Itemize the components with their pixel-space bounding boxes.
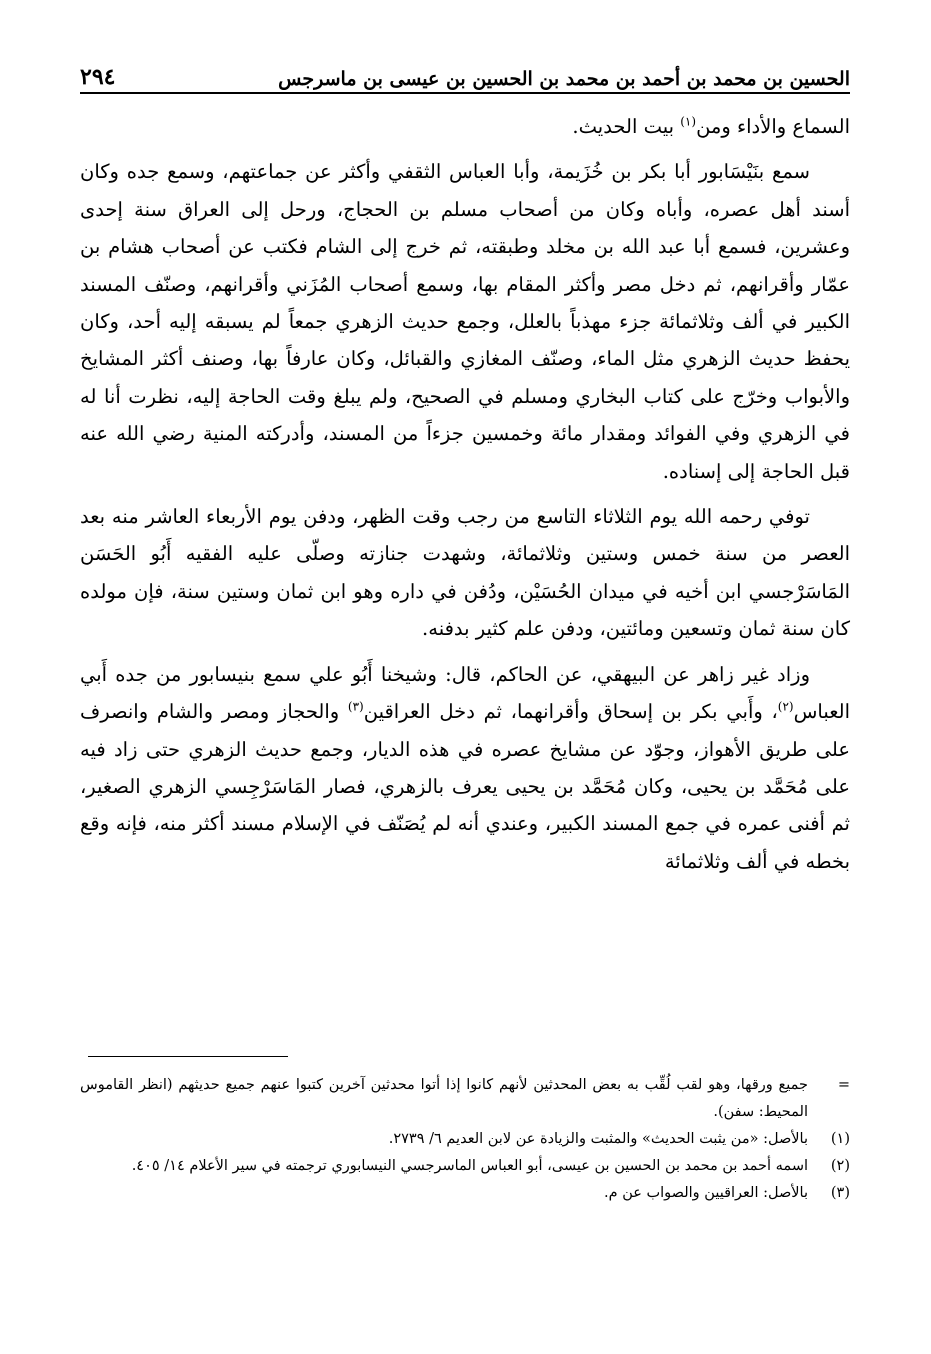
running-title: الحسين بن محمد بن أحمد بن محمد بن الحسين بن عيسى بن ماسرجس: [278, 68, 850, 90]
footnote-text: بالأصل: «من يثبت الحديث» والمثبت والزيادة عن لابن العديم ٦/ ٢٧٣٩.: [388, 1131, 808, 1147]
paragraph-1: [80, 108, 850, 145]
paragraph-3: توفي رحمه الله يوم الثلاثاء التاسع من رجب وقت الظهر، ودفن يوم الأربعاء العاشر منه بعد العصر من سنة خمس وستين وثلاثمائة، وشهدت جنازته وصلّى عليه الفقيه أَبُو الحَسَن المَاسَرْجسي ابن أخيه في ميدان الحُسَيْن، ودُفن في داره وهو ابن ثمان وستين سنة، فإن مولده كان سنة ثمان وتسعين ومائتين، ودفن علم كثير بدفنه.: [80, 505, 850, 641]
footnote-3: [80, 1180, 850, 1207]
book-page: [80, 0, 850, 1354]
footnote-mark: (٢): [830, 1158, 850, 1174]
footnote-1: [80, 1126, 850, 1153]
footnote-text: اسمه أحمد بن محمد بن الحسين بن عيسى، أبو العباس الماسرجسي النيسابوري ترجمته في سير الأعلام ١٤/ ٤٠٥.: [131, 1158, 808, 1174]
main-text: [80, 108, 850, 888]
footnote-2: [80, 1153, 850, 1180]
header-divider: [80, 92, 850, 94]
footnotes: [80, 1072, 850, 1207]
paragraph-4-part-b: ، وأَبي بكر بن إسحاق وأقرانهما، ثم دخل العراقين: [363, 700, 778, 724]
footnote-divider: [88, 1056, 288, 1057]
paragraph-4-part-a: وزاد غير زاهر عن البيهقي، عن الحاكم، قال: وشيخنا أَبُو علي سمع بنيسابور من جده أَبي العباس: [80, 662, 850, 724]
paragraph-4-part-c: والحجاز ومصر والشام وانصرف على طريق الأهواز، وجوّد عن مشايخ عصره في هذه الديار، وجمع حديث الزهري حتى زاد فيه على مُحَمَّد بن يحيى، وكان مُحَمَّد بن يحيى يعرف بالزهري، فصار المَاسَرْجِسي الزهري الصغير، ثم أفنى عمره في جمع المسند الكبير، وعندي أنه لم يُصَنّف في الإسلام مسند أكثر منه، فإنه وقع بخطه في ألف وثلاثمائة: [80, 700, 850, 873]
footnote-continuation: [80, 1072, 850, 1126]
footnote-ref-2: (٢): [777, 699, 794, 714]
footnote-ref-3: (٣): [347, 699, 364, 714]
footnote-text: جميع ورقها، وهو لقب لُقِّب به بعض المحدثين لأنهم كانوا إذا أتوا محدثين آخرين كتبوا عنهم جميع حديثهم (انظر القاموس المحيط: سفن).: [80, 1077, 808, 1120]
running-header: [80, 60, 850, 90]
footnote-mark: (١): [830, 1131, 850, 1147]
footnote-ref-1: (١): [680, 114, 697, 129]
footnote-mark: =: [837, 1077, 850, 1093]
page-number: ٢٩٤: [80, 64, 116, 90]
paragraph-2: سمع بنَيْسَابور أبا بكر بن خُزَيمة، وأبا العباس الثقفي وأكثر عن جماعتهم، وسمع جده وكان أسند أهل عصره، وأباه وكان من أصحاب مسلم بن الحجاج، ورحل إلى العراق سنة إحدى وعشرين، فسمع أبا عبد الله بن مخلد وطبقته، ثم خرج إلى الشام فكتب عن أصحاب هشام بن عمّار وأقرانهم، ثم دخل مصر وأكثر المقام بها، وسمع أصحاب المُزَني وأقرانهم، وصنّف المسند الكبير في ألف وثلاثمائة جزء مهذباً بالعلل، وجمع حديث الزهري جمعاً لم يسبقه إليه أحد، وكان يحفظ حديث الزهري مثل الماء، وصنّف المغازي والقبائل، وكان عارفاً بها، وصنف أكثر المشايخ والأبواب وخرّج على كتاب البخاري ومسلم في الصحيح، ولم يبلغ وقت الحاجة إليه، نظرت أنا له في الزهري وفي الفوائد ومقدار مائة وخمسين جزءاً من المسند، وأدركته المنية رضي الله عنه قبل الحاجة إلى إسناده.: [80, 160, 850, 483]
paragraph-1-part-b: بيت الحديث.: [572, 115, 681, 138]
paragraph-4: [80, 656, 850, 880]
footnote-text: بالأصل: العراقيين والصواب عن م.: [604, 1185, 808, 1201]
paragraph-1-part-a: السماع والأداء ومن: [696, 115, 850, 138]
footnote-mark: (٣): [830, 1185, 850, 1201]
